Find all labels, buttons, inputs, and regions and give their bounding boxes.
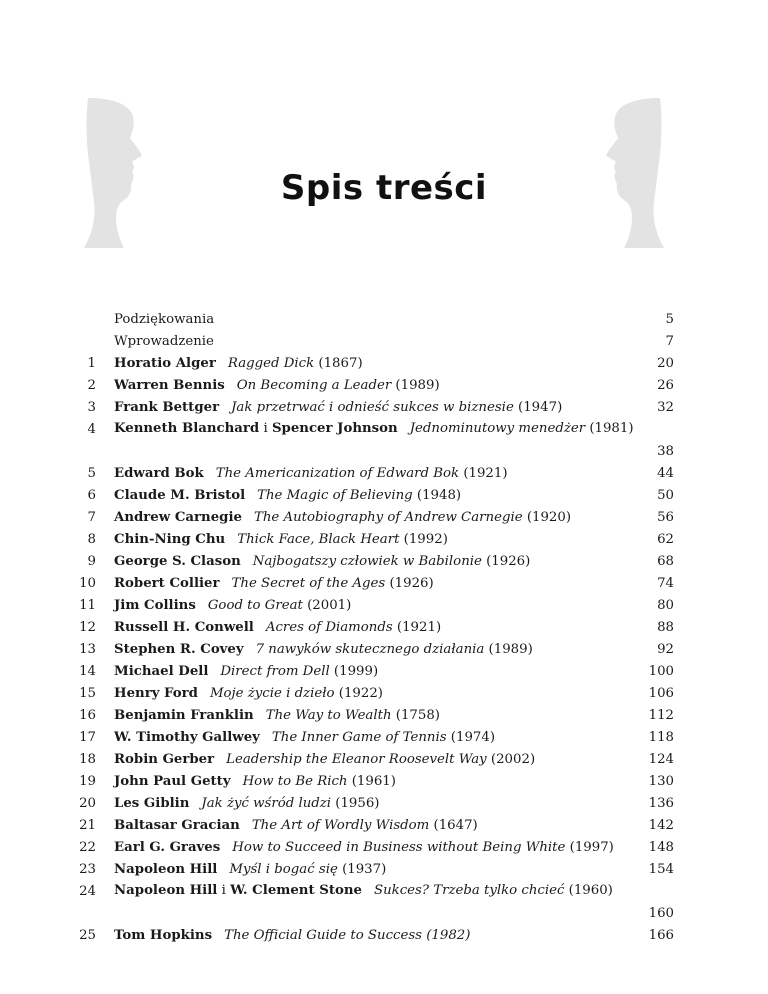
toc-chapter-number: 6 xyxy=(87,488,96,503)
toc-book-title: Najbogatszy człowiek w Babilonie xyxy=(252,554,482,569)
toc-row[interactable] xyxy=(0,397,768,419)
toc-book-title: Good to Great xyxy=(207,598,303,613)
toc-book-title: The Art of Wordly Wisdom xyxy=(251,818,430,833)
toc-chapter-number: 23 xyxy=(79,862,96,877)
toc-author: Robin Gerber xyxy=(114,752,215,767)
toc-entry xyxy=(114,355,634,373)
toc-page-number: 142 xyxy=(648,818,674,833)
toc-entry xyxy=(114,927,634,945)
toc-author: Earl G. Graves xyxy=(114,840,221,855)
toc-author: Napoleon Hill xyxy=(114,883,218,898)
toc-chapter-number: 16 xyxy=(79,708,96,723)
toc-chapter-number: 25 xyxy=(79,928,96,943)
toc-row[interactable] xyxy=(0,419,768,463)
toc-chapter-number: 5 xyxy=(87,466,96,481)
toc-row[interactable] xyxy=(0,881,768,925)
toc-entry xyxy=(114,817,634,835)
toc-row[interactable] xyxy=(0,815,768,837)
toc-chapter-number: 22 xyxy=(79,840,96,855)
toc-row[interactable] xyxy=(0,661,768,683)
toc-author: Jim Collins xyxy=(114,598,196,613)
toc-chapter-number: 4 xyxy=(87,422,96,437)
toc-author: Tom Hopkins xyxy=(114,928,213,943)
toc-author: Henry Ford xyxy=(114,686,198,701)
toc-author: W. Timothy Gallwey xyxy=(114,730,260,745)
toc-entry xyxy=(114,377,634,395)
toc-year: (1948) xyxy=(412,488,462,503)
toc-entry xyxy=(114,509,634,527)
toc-entry xyxy=(114,575,634,593)
toc-row[interactable] xyxy=(0,375,768,397)
toc-chapter-number: 13 xyxy=(79,642,96,657)
toc-entry xyxy=(114,663,634,681)
toc-year: (1867) xyxy=(314,356,363,371)
toc-chapter-number: 10 xyxy=(79,576,96,591)
toc-entry xyxy=(114,531,634,549)
toc-page-number: 80 xyxy=(657,598,674,613)
toc-entry xyxy=(114,333,634,351)
toc-chapter-number: 9 xyxy=(87,554,96,569)
toc-book-title: Sukces? Trzeba tylko chcieć xyxy=(374,883,565,898)
toc-year: (1989) xyxy=(391,378,440,393)
toc-year: (1960) xyxy=(564,883,613,898)
toc-page-number: 130 xyxy=(648,774,674,789)
toc-book-title: The Way to Wealth xyxy=(265,708,392,723)
toc-chapter-number: 18 xyxy=(79,752,96,767)
toc-page-number: 7 xyxy=(665,334,674,349)
toc-row[interactable] xyxy=(0,573,768,595)
toc-year: (1647) xyxy=(429,818,478,833)
toc-year: (1937) xyxy=(337,862,387,877)
toc-page-number: 166 xyxy=(648,928,674,943)
toc-page-number: 124 xyxy=(648,752,674,767)
toc-page-number: 100 xyxy=(648,664,674,679)
toc-row[interactable] xyxy=(0,683,768,705)
toc-year: (2002) xyxy=(486,752,536,767)
toc-page-number: 44 xyxy=(657,466,674,481)
toc-page-number: 154 xyxy=(648,862,674,877)
toc-entry-text: Wprowadzenie xyxy=(114,334,214,349)
toc-author: Benjamin Franklin xyxy=(114,708,254,723)
toc-book-title: The Secret of the Ages xyxy=(231,576,386,591)
toc-book-title: Direct from Dell xyxy=(220,664,330,679)
toc-chapter-number: 21 xyxy=(79,818,96,833)
toc-chapter-number: 24 xyxy=(79,884,96,899)
toc-page-number: 92 xyxy=(657,642,674,657)
toc-author: Stephen R. Covey xyxy=(114,642,244,657)
toc-row[interactable] xyxy=(0,463,768,485)
page-title: Spis treści xyxy=(280,168,488,208)
toc-row[interactable] xyxy=(0,705,768,727)
toc-author: Frank Bettger xyxy=(114,400,220,415)
toc-page-number: 38 xyxy=(657,444,674,459)
toc-book-title: How to Be Rich xyxy=(242,774,348,789)
toc-author: Spencer Johnson xyxy=(271,421,398,436)
toc-entry xyxy=(114,795,634,813)
toc-entry xyxy=(114,553,634,571)
toc-chapter-number: 1 xyxy=(87,356,96,371)
toc-entry xyxy=(114,419,634,439)
toc-book-title: Moje życie i dzieło xyxy=(209,686,335,701)
toc-year: (1920) xyxy=(522,510,572,525)
toc-page-number: 160 xyxy=(648,906,674,921)
toc-book-title: Jednominutowy menedżer xyxy=(409,421,586,436)
toc-page-number: 68 xyxy=(657,554,674,569)
toc-entry xyxy=(114,861,634,879)
toc-row[interactable] xyxy=(0,771,768,793)
toc-page-number: 112 xyxy=(648,708,674,723)
toc-entry xyxy=(114,311,634,329)
toc-conjunction: i xyxy=(259,421,272,436)
toc-author: Horatio Alger xyxy=(114,356,216,371)
toc-year: (1921) xyxy=(459,466,508,481)
toc-entry xyxy=(114,597,634,615)
toc-chapter-number: 8 xyxy=(87,532,96,547)
toc-row[interactable] xyxy=(0,837,768,859)
toc-book-title: The Official Guide to Success (1982) xyxy=(224,928,471,943)
toc-author: Michael Dell xyxy=(114,664,209,679)
toc-row[interactable] xyxy=(0,925,768,947)
toc-year: (1974) xyxy=(446,730,496,745)
toc-entry xyxy=(114,707,634,725)
toc-entry xyxy=(114,881,634,901)
toc-row[interactable] xyxy=(0,749,768,771)
toc-row[interactable] xyxy=(0,309,768,331)
toc-row[interactable] xyxy=(0,529,768,551)
toc-chapter-number: 2 xyxy=(87,378,96,393)
toc-author: Les Giblin xyxy=(114,796,190,811)
toc-entry xyxy=(114,399,634,417)
toc-year: (1921) xyxy=(392,620,442,635)
toc-book-title: Jak żyć wśród ludzi xyxy=(201,796,332,811)
toc-page-number: 106 xyxy=(648,686,674,701)
toc-row[interactable] xyxy=(0,485,768,507)
toc-year: (1926) xyxy=(481,554,531,569)
toc-chapter-number: 14 xyxy=(79,664,96,679)
toc-year: (1999) xyxy=(329,664,379,679)
toc-year: (1961) xyxy=(347,774,396,789)
toc-entry xyxy=(114,487,634,505)
toc-page-number: 50 xyxy=(657,488,674,503)
toc-book-title: The Inner Game of Tennis xyxy=(271,730,447,745)
toc-row[interactable] xyxy=(0,595,768,617)
toc-year: (1922) xyxy=(334,686,383,701)
toc-page-number: 136 xyxy=(648,796,674,811)
toc-row[interactable] xyxy=(0,353,768,375)
toc-row[interactable] xyxy=(0,617,768,639)
toc-author: Warren Bennis xyxy=(114,378,225,393)
toc-page-number: 62 xyxy=(657,532,674,547)
toc-book-title: 7 nawyków skutecznego działania xyxy=(255,642,485,657)
toc-row[interactable] xyxy=(0,859,768,881)
toc-page-number: 56 xyxy=(657,510,674,525)
toc-entry xyxy=(114,465,634,483)
toc-year: (1989) xyxy=(484,642,533,657)
toc-chapter-number: 3 xyxy=(87,400,96,415)
toc-row[interactable] xyxy=(0,551,768,573)
toc-row[interactable] xyxy=(0,507,768,529)
toc-page-number: 26 xyxy=(657,378,674,393)
toc-book-title: Ragged Dick xyxy=(227,356,315,371)
toc-author: George S. Clason xyxy=(114,554,241,569)
toc-entry xyxy=(114,751,634,769)
toc-chapter-number: 7 xyxy=(87,510,96,525)
toc-row[interactable] xyxy=(0,331,768,353)
toc-author: Kenneth Blanchard xyxy=(114,421,260,436)
toc-entry xyxy=(114,839,634,857)
toc-entry xyxy=(114,729,634,747)
toc-entry xyxy=(114,685,634,703)
toc-book-title: Acres of Diamonds xyxy=(265,620,393,635)
toc-chapter-number: 12 xyxy=(79,620,96,635)
toc-page-number: 148 xyxy=(648,840,674,855)
table-of-contents xyxy=(0,309,768,947)
toc-book-title: Myśl i bogać się xyxy=(229,862,338,877)
toc-author: Baltasar Gracian xyxy=(114,818,240,833)
toc-conjunction: i xyxy=(217,883,231,898)
toc-page-number: 74 xyxy=(657,576,674,591)
toc-row[interactable] xyxy=(0,639,768,661)
toc-author: Napoleon Hill xyxy=(114,862,218,877)
toc-book-title: The Magic of Believing xyxy=(257,488,413,503)
toc-page-number: 88 xyxy=(657,620,674,635)
toc-author: Robert Collier xyxy=(114,576,220,591)
toc-chapter-number: 11 xyxy=(79,598,96,613)
toc-book-title: The Americanization of Edward Bok xyxy=(215,466,460,481)
toc-year: (1758) xyxy=(391,708,440,723)
toc-book-title: How to Succeed in Business without Being White xyxy=(232,840,566,855)
toc-page-number: 32 xyxy=(657,400,674,415)
toc-author: W. Clement Stone xyxy=(230,883,362,898)
toc-chapter-number: 17 xyxy=(79,730,96,745)
toc-year: (1947) xyxy=(513,400,563,415)
toc-author: Russell H. Conwell xyxy=(114,620,254,635)
toc-book-title: Jak przetrwać i odnieść sukces w biznesie xyxy=(231,400,514,415)
toc-page-number: 118 xyxy=(648,730,674,745)
toc-book-title: The Autobiography of Andrew Carnegie xyxy=(253,510,523,525)
toc-year: (2001) xyxy=(302,598,352,613)
toc-book-title: Leadership the Eleanor Roosevelt Way xyxy=(226,752,487,767)
toc-entry xyxy=(114,619,634,637)
toc-author: Claude M. Bristol xyxy=(114,488,246,503)
toc-author: John Paul Getty xyxy=(114,774,231,789)
toc-author: Chin-Ning Chu xyxy=(114,532,226,547)
toc-entry xyxy=(114,773,634,791)
toc-page-number: 20 xyxy=(657,356,674,371)
toc-chapter-number: 15 xyxy=(79,686,96,701)
toc-page-number: 5 xyxy=(665,312,674,327)
toc-entry xyxy=(114,641,634,659)
toc-year: (1956) xyxy=(331,796,380,811)
toc-year: (1981) xyxy=(585,421,634,436)
toc-row[interactable] xyxy=(0,793,768,815)
toc-entry-text: Podziękowania xyxy=(114,312,215,327)
toc-row[interactable] xyxy=(0,727,768,749)
toc-chapter-number: 20 xyxy=(79,796,96,811)
toc-year: (1997) xyxy=(565,840,614,855)
toc-book-title: On Becoming a Leader xyxy=(236,378,392,393)
toc-author: Andrew Carnegie xyxy=(114,510,242,525)
toc-author: Edward Bok xyxy=(114,466,204,481)
toc-book-title: Thick Face, Black Heart xyxy=(237,532,400,547)
toc-year: (1992) xyxy=(399,532,448,547)
toc-year: (1926) xyxy=(385,576,434,591)
toc-chapter-number: 19 xyxy=(79,774,96,789)
